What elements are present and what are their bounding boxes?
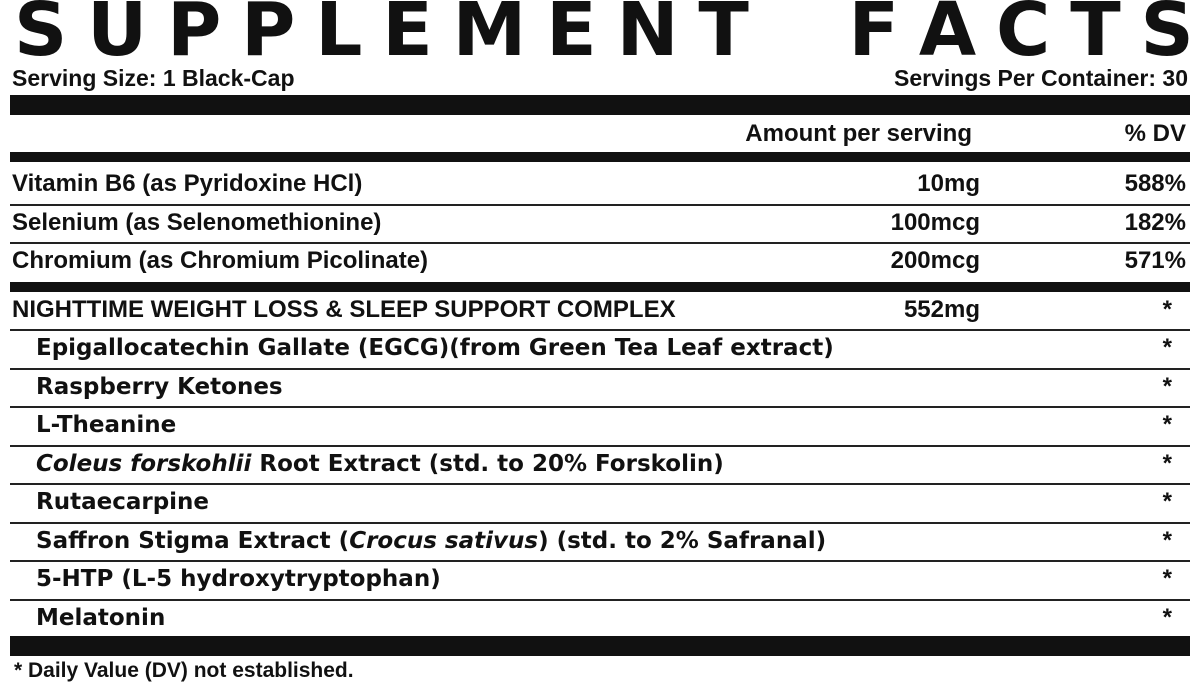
divider-thick [10,95,1190,115]
ingredient-row [10,446,1190,482]
ingredient-dv: * [1162,449,1172,477]
serving-size: Serving Size: 1 Black-Cap [12,65,295,91]
ingredient-row [10,561,1190,597]
blend-row [10,292,1190,328]
ingredient-dv: * [1162,334,1172,361]
dv-header: % DV [1124,120,1186,147]
ingredient-text: Rutaecarpine [36,489,210,515]
ingredient-row [10,407,1190,443]
ingredient-row [10,600,1190,636]
ingredient-dv: * [1162,565,1172,592]
ingredient-latin-name: Coleus forskohlii [36,450,252,477]
supplement-facts-label [10,0,1194,700]
ingredient-row [10,330,1190,366]
nutrient-name: Vitamin B6 (as Pyridoxine HCl) [12,170,363,197]
servings-per-container: Servings Per Container: 30 [894,65,1188,91]
nutrient-row [10,205,1190,241]
blend-dv: * [1162,296,1172,323]
ingredient-text: L-Theanine [36,412,177,438]
ingredient-dv: * [1162,488,1172,515]
title-letter: S [14,0,68,73]
footnote: * Daily Value (DV) not established. [14,659,354,682]
title-letter: E [546,0,597,73]
title-space [769,0,829,66]
title-letter: N [616,0,679,73]
blend-name: NIGHTTIME WEIGHT LOSS & SLEEP SUPPORT COMPLEX [12,296,676,323]
nutrient-amount: 100mcg [890,209,980,236]
title-letter: E [382,0,433,73]
ingredient-text: Melatonin [36,604,166,631]
nutrient-amount: 10mg [917,170,980,197]
amount-header: Amount per serving [745,120,972,147]
nutrient-name: Selenium (as Selenomethionine) [12,209,382,236]
ingredient-name [36,407,176,443]
title-letter: T [698,0,749,73]
title-letter: M [452,0,527,73]
title-letter: C [996,0,1051,73]
ingredient-name [36,523,826,559]
page-title [14,0,1194,73]
title-letter: P [167,0,222,73]
ingredient-name [36,446,724,482]
nutrient-dv: 182% [1124,209,1186,236]
divider-medium [10,152,1190,162]
ingredient-text: Raspberry Ketones [36,373,283,400]
nutrient-row [10,166,1190,202]
ingredient-name [36,330,834,366]
ingredient-latin-name: Crocus sativus [349,527,539,554]
title-letter: S [1140,0,1194,73]
nutrient-dv: 571% [1124,247,1186,274]
ingredient-row [10,369,1190,405]
ingredient-name [36,484,209,520]
ingredient-name [36,369,283,405]
ingredient-dv: * [1162,372,1172,400]
title-letter: P [241,0,296,73]
nutrient-row [10,243,1190,279]
serving-info [10,64,1190,92]
nutrient-name: Chromium (as Chromium Picolinate) [12,247,429,274]
divider-thick [10,636,1190,656]
ingredient-dv: * [1162,603,1172,631]
nutrient-amount: 200mcg [890,247,980,274]
ingredient-row [10,523,1190,559]
ingredient-text: 5-HTP (L-5 hydroxytryptophan) [36,566,441,592]
column-header [10,118,1190,150]
ingredient-row [10,484,1190,520]
title-letter: L [315,0,363,73]
blend-amount: 552mg [903,296,980,323]
ingredient-text: Root Extract (std. to 20% Forskolin) [251,450,724,477]
title-letter: T [1070,0,1121,73]
ingredient-text: ) (std. to 2% Safranal) [538,527,827,554]
ingredient-name [36,561,441,597]
ingredient-dv: * [1162,411,1172,438]
ingredient-text: Saffron Stigma Extract ( [36,527,350,554]
divider-medium [10,282,1190,292]
ingredient-name [36,600,165,636]
title-letter: U [87,0,148,73]
nutrient-dv: 588% [1124,170,1186,197]
ingredient-text: Epigallocatechin Gallate (EGCG)(from Green Tea Leaf extract) [36,335,834,361]
title-letter: F [848,0,900,73]
ingredient-dv: * [1162,526,1172,554]
title-letter: A [918,0,977,73]
